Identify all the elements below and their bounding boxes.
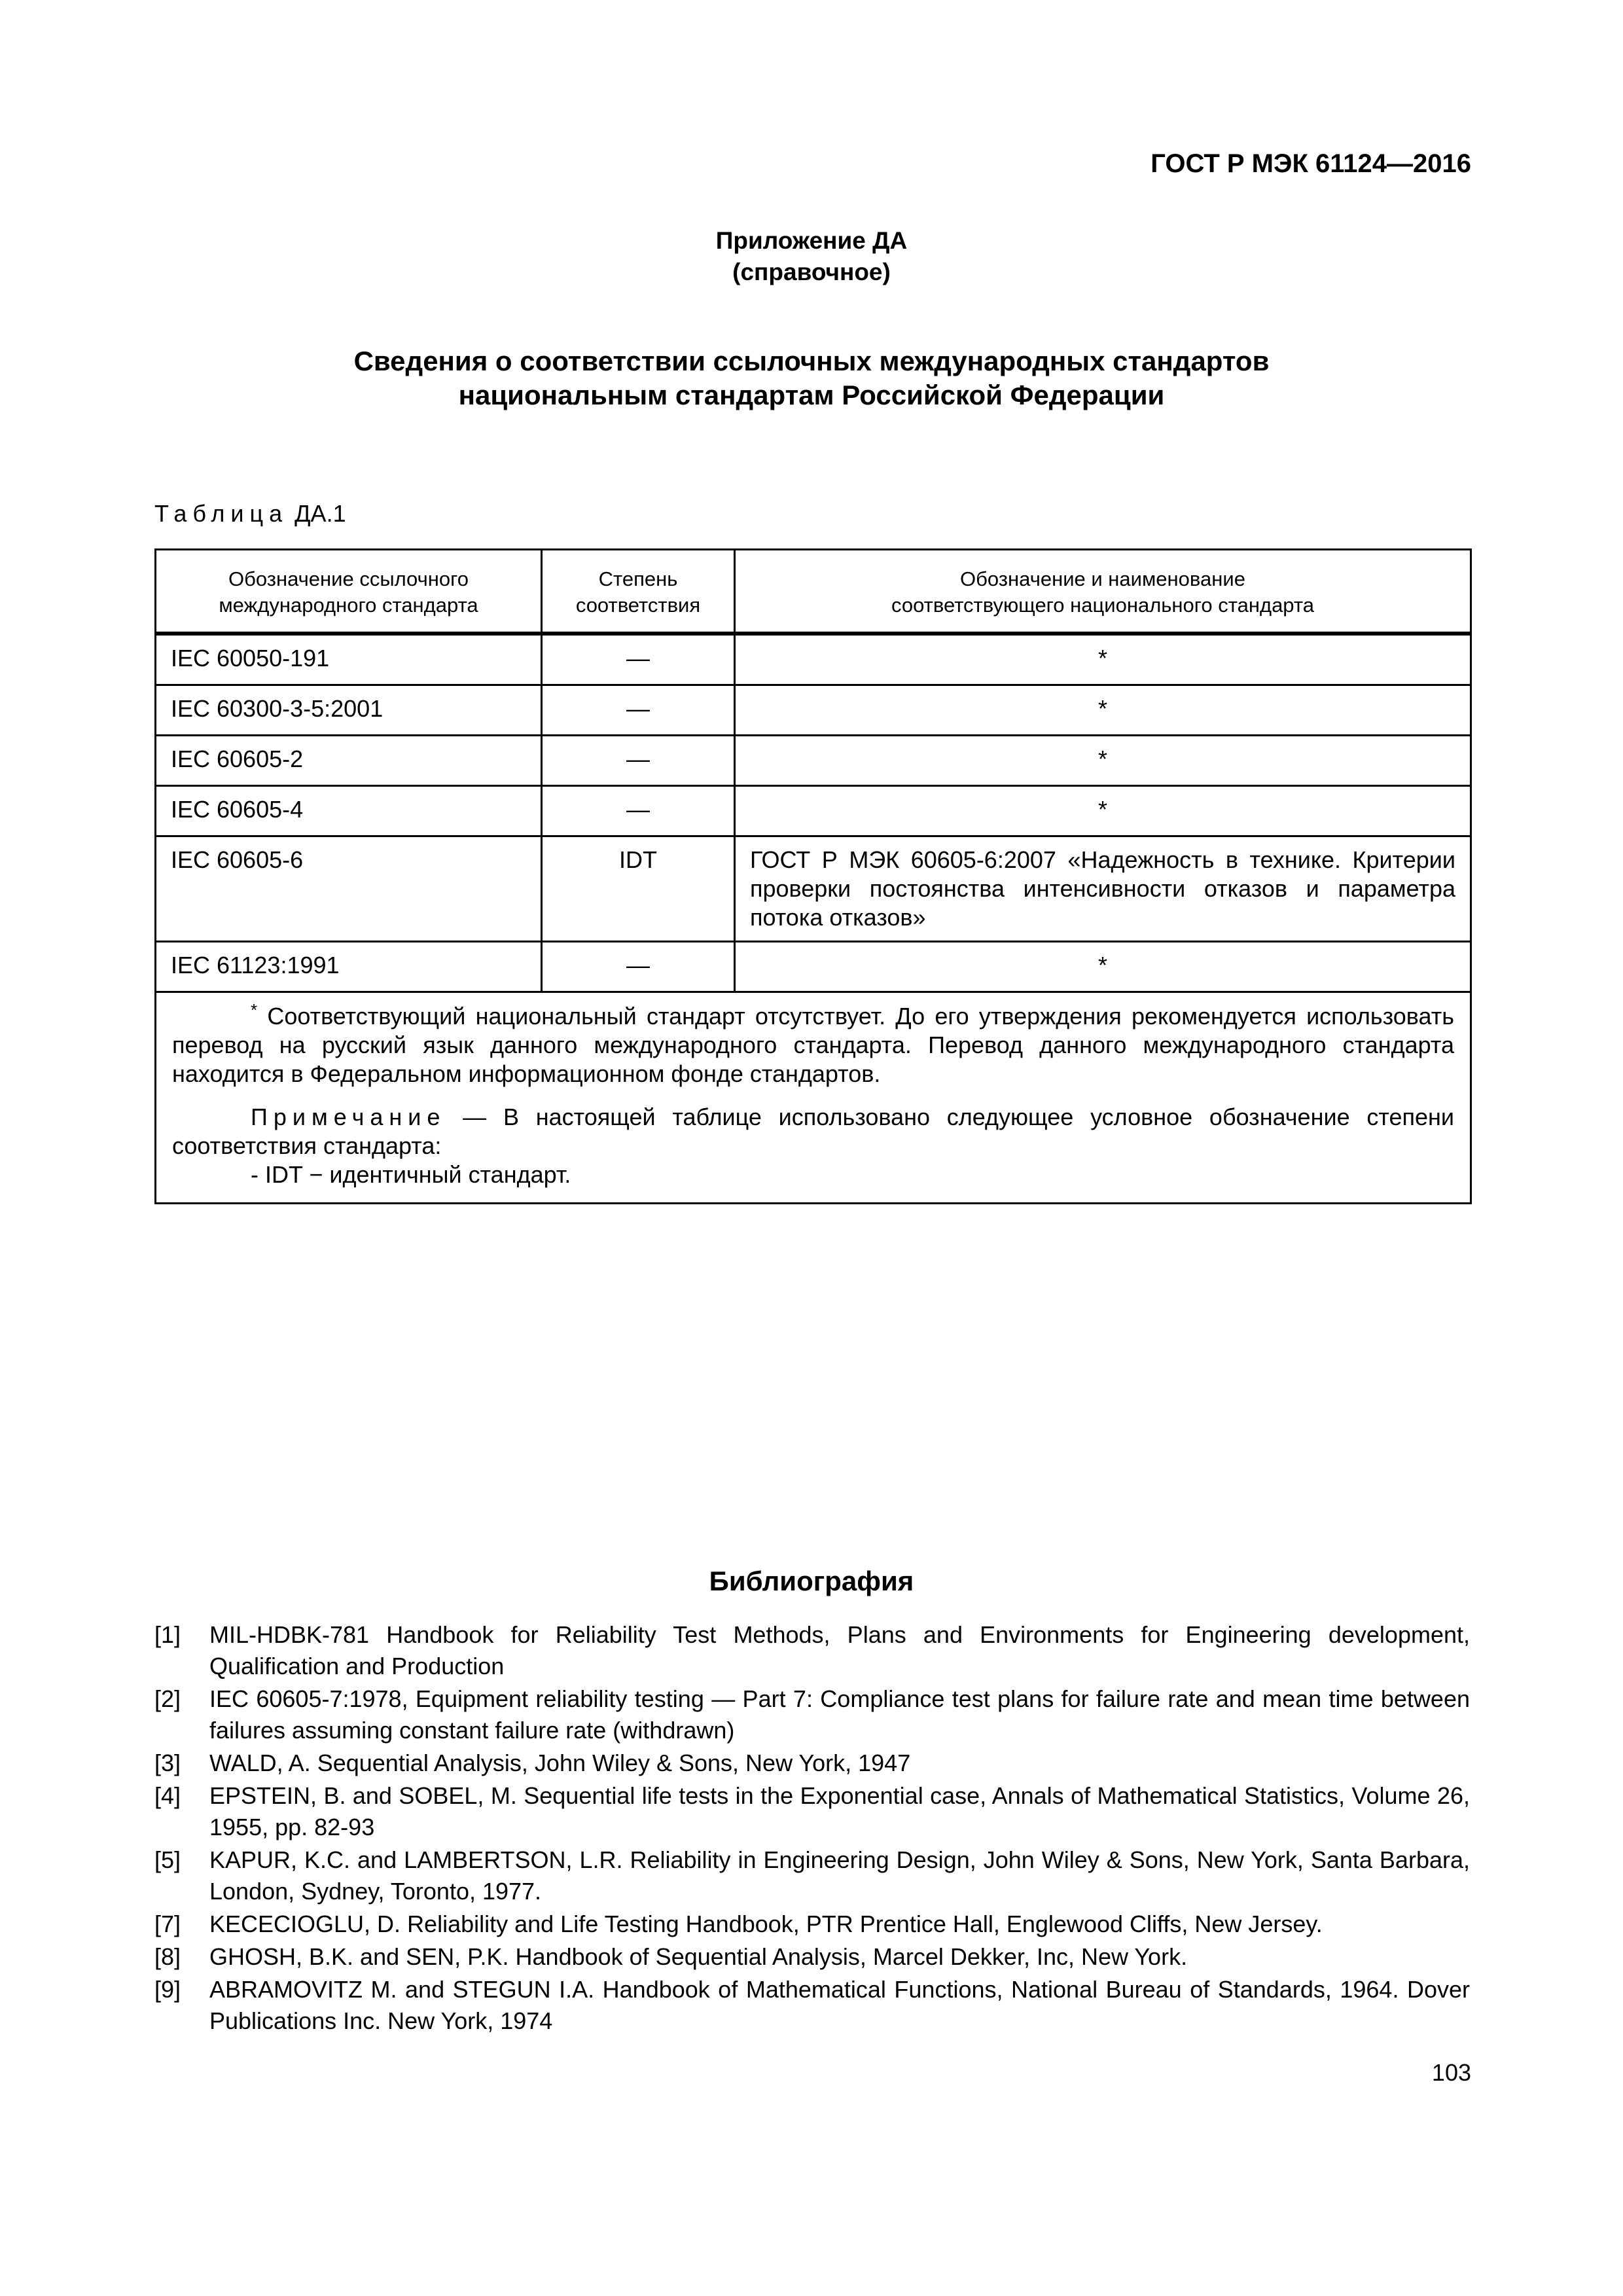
bibliography-item-text: EPSTEIN, B. and SOBEL, M. Sequential life tests in the Exponential case, Annals of Mathematical Statistics, Volume 26, 1955, pp. 82-93 xyxy=(209,1782,1470,1840)
page-number: 103 xyxy=(1431,2059,1471,2086)
cell-national: * xyxy=(735,685,1471,736)
bibliography-item-number: [1] xyxy=(154,1621,181,1648)
annex-title xyxy=(0,344,1623,412)
header-international-standard-line-2: международного стандарта xyxy=(219,594,478,617)
correspondence-table xyxy=(154,548,1472,1204)
bibliography-item-number: [9] xyxy=(154,1976,181,2003)
header-degree-of-correspondence xyxy=(542,550,735,634)
note-line xyxy=(172,1103,1454,1160)
cell-national: ГОСТ Р МЭК 60605-6:2007 «Надежность в технике. Критерии проверки постоянства интенсивности отказов и параметра потока отказов» xyxy=(735,836,1471,942)
bibliography-item-text: KECECIOGLU, D. Reliability and Life Testing Handbook, PTR Prentice Hall, Englewood Cliffs, New Jersey. xyxy=(209,1910,1323,1937)
bibliography-item xyxy=(154,1748,1470,1779)
table-row xyxy=(156,942,1471,992)
cell-degree: — xyxy=(542,685,735,736)
cell-standard: IEC 61123:1991 xyxy=(156,942,542,992)
table-note xyxy=(172,1103,1454,1189)
footnote-text: Соответствующий национальный стандарт отсутствует. До его утверждения рекомендуется использовать перевод на русский язык данного международного стандарта. Перевод данного международного стандарта находится в Федеральном информационном фонде стандартов. xyxy=(172,1003,1454,1087)
cell-standard: IEC 60300-3-5:2001 xyxy=(156,685,542,736)
table-footnote-row xyxy=(156,992,1471,1204)
header-international-standard xyxy=(156,550,542,634)
cell-standard: IEC 60605-4 xyxy=(156,786,542,836)
table-header-row xyxy=(156,550,1471,634)
note-text: — В настоящей таблице использовано следующее условное обозначение степени соответствия стандарта: xyxy=(172,1103,1454,1159)
bibliography-item-number: [8] xyxy=(154,1943,181,1970)
bibliography-item-number: [3] xyxy=(154,1749,181,1776)
cell-national: * xyxy=(735,942,1471,992)
cell-standard: IEC 60605-2 xyxy=(156,736,542,786)
bibliography-item-number: [2] xyxy=(154,1685,181,1712)
document-standard-code: ГОСТ Р МЭК 61124—2016 xyxy=(1150,149,1471,178)
bibliography-item-number: [4] xyxy=(154,1782,181,1809)
bibliography-item-text: IEC 60605-7:1978, Equipment reliability testing — Part 7: Compliance test plans for failure rate and mean time between failures assuming constant failure rate (withdrawn) xyxy=(209,1685,1470,1744)
cell-degree: — xyxy=(542,736,735,786)
header-national-standard-line-2: соответствующего национального стандарта xyxy=(891,594,1314,617)
bibliography-item xyxy=(154,1780,1470,1843)
bibliography-item xyxy=(154,1974,1470,2037)
note-item: - IDT − идентичный стандарт. xyxy=(251,1161,571,1188)
table-row xyxy=(156,634,1471,685)
footnote-mark: * xyxy=(251,1000,258,1020)
bibliography-item-text: GHOSH, B.K. and SEN, P.K. Handbook of Sequential Analysis, Marcel Dekker, Inc, New York. xyxy=(209,1943,1188,1970)
bibliography-title: Библиография xyxy=(709,1566,914,1596)
bibliography-list xyxy=(154,1619,1470,2038)
cell-national: * xyxy=(735,634,1471,685)
table-row xyxy=(156,786,1471,836)
header-degree-line-1: Степень xyxy=(598,567,678,590)
table-row xyxy=(156,836,1471,942)
cell-degree: — xyxy=(542,942,735,992)
appendix-type: (справочное) xyxy=(732,259,891,285)
table-row xyxy=(156,685,1471,736)
bibliography-item-number: [5] xyxy=(154,1846,181,1873)
table-caption-id: ДА.1 xyxy=(294,500,346,527)
cell-standard: IEC 60050-191 xyxy=(156,634,542,685)
table-caption xyxy=(154,500,346,528)
header-degree-line-2: соответствия xyxy=(575,594,701,617)
bibliography-item-text: KAPUR, K.C. and LAMBERTSON, L.R. Reliability in Engineering Design, John Wiley & Sons, New York, Santa Barbara, London, Sydney, Toronto, 1977. xyxy=(209,1846,1470,1905)
cell-degree: — xyxy=(542,634,735,685)
cell-standard: IEC 60605-6 xyxy=(156,836,542,942)
bibliography-item xyxy=(154,1844,1470,1907)
note-label: Примечание xyxy=(251,1103,446,1130)
bibliography-item xyxy=(154,1683,1470,1746)
table-caption-prefix: Таблица xyxy=(154,500,289,527)
cell-national: * xyxy=(735,786,1471,836)
bibliography-item-number: [7] xyxy=(154,1910,181,1937)
cell-degree: — xyxy=(542,786,735,836)
bibliography-item-text: MIL-HDBK-781 Handbook for Reliability Test Methods, Plans and Environments for Engineering development, Qualification and Production xyxy=(209,1621,1470,1679)
table-row xyxy=(156,736,1471,786)
header-national-standard-line-1: Обозначение и наименование xyxy=(960,567,1245,590)
table-footnote xyxy=(172,1002,1454,1088)
appendix-label: Приложение ДА xyxy=(715,227,908,254)
annex-title-line-1: Сведения о соответствии ссылочных международных стандартов xyxy=(353,346,1270,376)
bibliography-item xyxy=(154,1909,1470,1940)
annex-title-line-2: национальным стандартам Российской Федерации xyxy=(458,380,1165,410)
bibliography-item xyxy=(154,1941,1470,1973)
table-footnote-cell xyxy=(156,992,1471,1204)
bibliography-item-text: ABRAMOVITZ M. and STEGUN I.A. Handbook of Mathematical Functions, National Bureau of Standards, 1964. Dover Publications Inc. New York, 1974 xyxy=(209,1976,1470,2034)
bibliography-item-text: WALD, A. Sequential Analysis, John Wiley & Sons, New York, 1947 xyxy=(209,1749,911,1776)
header-national-standard xyxy=(735,550,1471,634)
cell-national: * xyxy=(735,736,1471,786)
header-international-standard-line-1: Обозначение ссылочного xyxy=(228,567,469,590)
appendix-heading xyxy=(0,225,1623,288)
bibliography-item xyxy=(154,1619,1470,1682)
cell-degree: IDT xyxy=(542,836,735,942)
